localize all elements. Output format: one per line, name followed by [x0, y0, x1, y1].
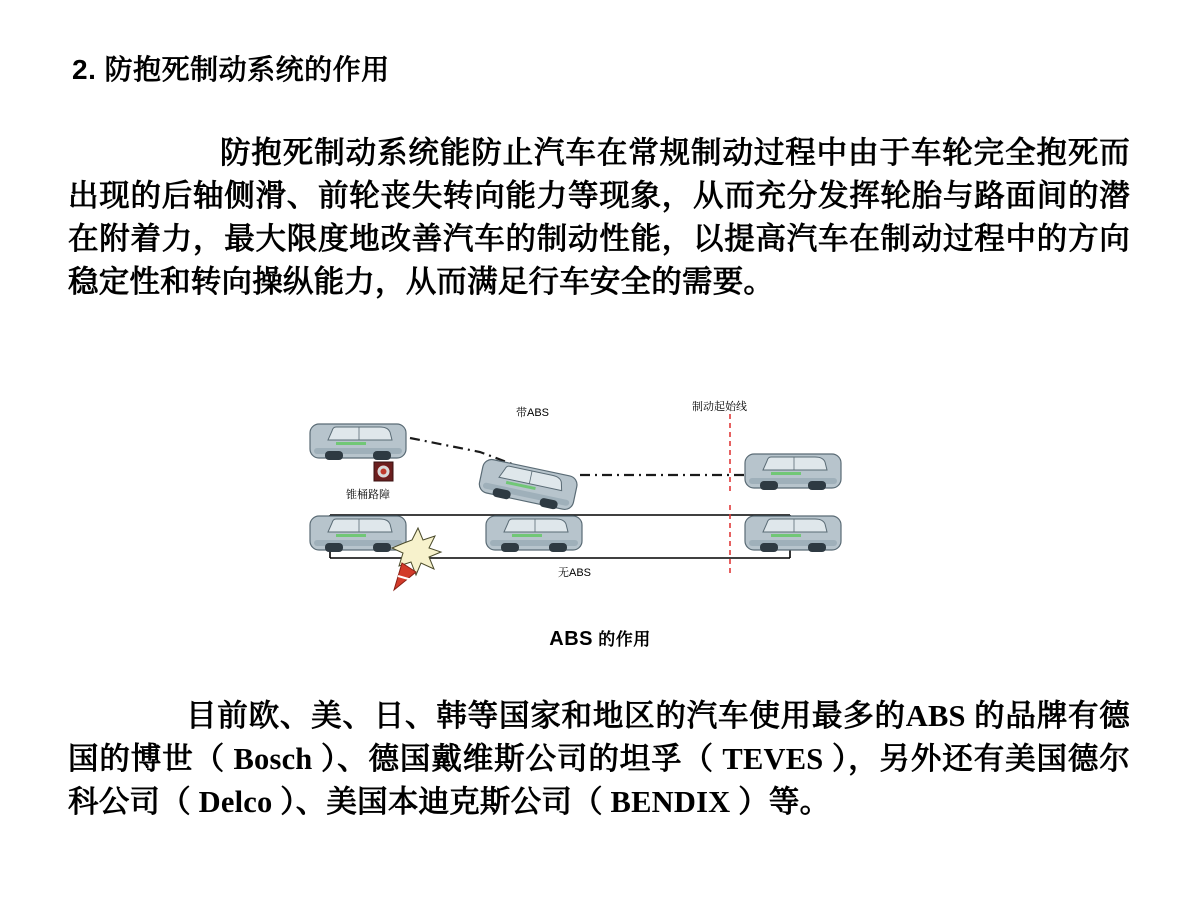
car-no-abs-mid: [486, 516, 582, 552]
braking-start-line-label: 制动起始线: [692, 401, 747, 413]
with-abs-label: 带ABS: [516, 407, 550, 419]
car-with-abs-end: [745, 454, 841, 490]
without-abs-label: 无ABS: [558, 567, 592, 579]
abs-path-curve: [410, 438, 760, 475]
page-title: 2. 防抱死制动系统的作用: [72, 54, 390, 85]
car-with-abs-mid: [477, 458, 578, 513]
car-no-abs-end: [745, 516, 841, 552]
body-paragraph-1: 防抱死制动系统能防止汽车在常规制动过程中由于车轮完全抱死而出现的后轴侧滑、前轮丧失转向能力等现象，从而充分发挥轮胎与路面间的潜在附着力，最大限度地改善汽车的制动性能，以提高汽车在制动过程中的方向稳定性和转向操纵能力，从而满足行车安全的需要。: [68, 136, 1130, 299]
cone-obstacle-label: 锥桶路障: [346, 489, 390, 501]
abs-diagram: [290, 400, 910, 620]
figure-caption-main: ABS: [549, 628, 593, 650]
figure-caption-suffix: 的作用: [593, 630, 651, 649]
abs-figure: [290, 400, 910, 675]
car-with-abs-start: [310, 424, 406, 460]
figure-caption: [290, 625, 910, 651]
car-no-abs-start: [310, 516, 406, 552]
body-paragraph-2: 目前欧、美、日、韩等国家和地区的汽车使用最多的ABS 的品牌有德国的博世（ Bosch ）、德国戴维斯公司的坦孚（ TEVES ），另外还有美国德尔科公司（ Delco ）、美国本迪克斯公司（ BENDIX ）等。: [68, 699, 1130, 819]
cone-obstacle-icon: [374, 462, 393, 481]
